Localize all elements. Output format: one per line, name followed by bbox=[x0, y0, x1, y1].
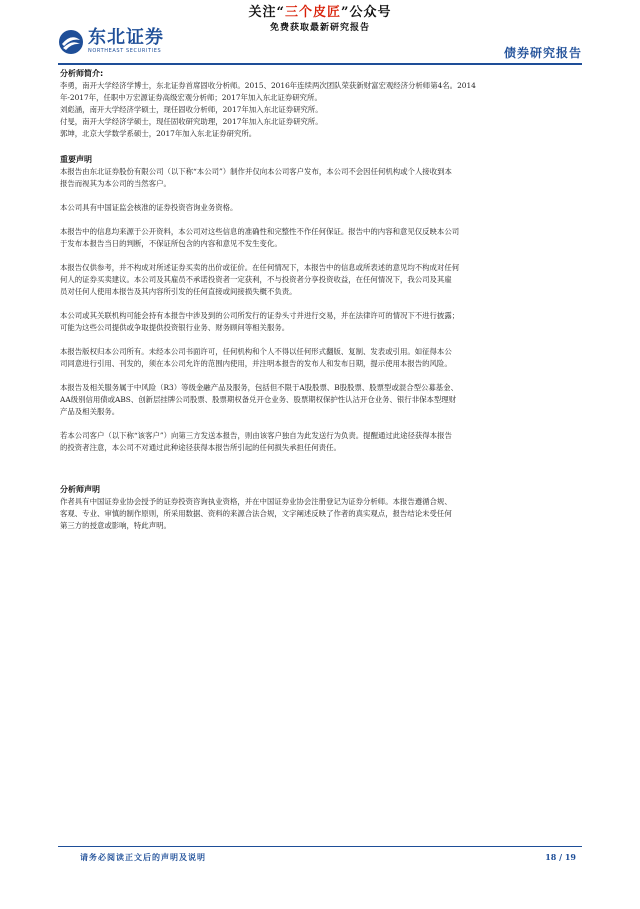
disclaimer-line: 报告而视其为本公司的当然客户。 bbox=[60, 179, 171, 188]
analyst-statement-line: 作者具有中国证券业协会授予的证券投资咨询执业资格，并在中国证券业协会注册登记为证券分析师。本报告遵循合规、 bbox=[60, 497, 452, 506]
analyst-intro-title: 分析师简介: bbox=[60, 69, 104, 78]
disclaimer-line: 本报告由东北证券股份有限公司（以下称“本公司”）制作并仅向本公司客户发布，本公司不会因任何机构或个人接收到本 bbox=[60, 167, 452, 176]
logo-name-en: NORTHEAST SECURITIES bbox=[88, 48, 162, 54]
disclaimer-paragraph bbox=[60, 382, 582, 418]
banner-suffix: ”公众号 bbox=[341, 5, 392, 20]
analyst-intro-body bbox=[60, 80, 582, 140]
disclaimer-line: AA级别信用债或ABS、创新层挂牌公司股票、股票期权备兑开仓业务、股票期权保护性认沽开仓业务、银行非保本型理财 bbox=[60, 395, 457, 404]
disclaimer-line: 产品及相关服务。 bbox=[60, 407, 120, 416]
report-type-label: 债券研究报告 bbox=[503, 46, 582, 60]
disclaimer-line: 于发布本报告当日的判断，不保证所包含的内容和意见不发生变化。 bbox=[60, 239, 282, 248]
analyst-statement-line: 客观、专业、审慎的制作原则，所采用数据、资料的来源合法合规，文字阐述反映了作者的真实观点，报告结论未受任何 bbox=[60, 509, 452, 518]
analyst-intro-line: 付旻，南开大学经济学硕士，现任固收研究助理，2017年加入东北证券研究所。 bbox=[60, 117, 323, 126]
disclaimer-line: 本报告及相关服务属于中风险（R3）等级金融产品及服务，包括但不限于A股股票、B股股票、股票型或混合型公募基金、 bbox=[60, 383, 458, 392]
disclaimer-title: 重要声明 bbox=[60, 155, 92, 164]
analyst-statement-body bbox=[60, 496, 582, 532]
banner-subline: 免费获取最新研究报告 bbox=[269, 23, 370, 33]
disclaimer-line: 的投资者注意，本公司不对通过此种途径获得本报告所引起的任何损失承担任何责任。 bbox=[60, 443, 341, 452]
disclaimer-paragraph bbox=[60, 262, 582, 298]
disclaimer-line: 本公司具有中国证监会核准的证券投资咨询业务资格。 bbox=[60, 203, 238, 212]
disclaimer-line: 何人的证券买卖建议。本公司及其雇员不承诺投资者一定获利，不与投资者分享投资收益，在任何情况下，我公司及其雇 bbox=[60, 275, 452, 284]
page-number: 18 / 19 bbox=[545, 852, 576, 862]
disclaimer-paragraph bbox=[60, 202, 582, 214]
company-logo bbox=[58, 28, 164, 55]
footer-divider bbox=[58, 846, 582, 847]
analyst-statement-line: 第三方的授意或影响，特此声明。 bbox=[60, 521, 171, 530]
disclaimer-line: 可能为这些公司提供或争取提供投资银行业务、财务顾问等相关服务。 bbox=[60, 323, 290, 332]
disclaimer-line: 本报告中的信息均来源于公开资料，本公司对这些信息的准确性和完整性不作任何保证。报告中的内容和意见仅反映本公司 bbox=[60, 227, 460, 236]
disclaimer-paragraph bbox=[60, 226, 582, 250]
analyst-intro-line: 李勇，南开大学经济学博士，东北证券首席固收分析师。2015、2016年连续两次团队荣获新财富宏观经济分析师第4名。2014 bbox=[60, 81, 476, 90]
analyst-intro-line: 刘彪涵，南开大学经济学硕士，现任固收分析师，2017年加入东北证券研究所。 bbox=[60, 105, 323, 114]
disclaimer-line: 本报告仅供参考，并不构成对所述证券买卖的出价或征价。在任何情况下，本报告中的信息或所表述的意见均不构成对任何 bbox=[60, 263, 460, 272]
disclaimer-line: 本报告版权归本公司所有。未经本公司书面许可，任何机构和个人不得以任何形式翻版、复制、发表或引用。如征得本公 bbox=[60, 347, 452, 356]
disclaimer-line: 本公司或其关联机构可能会持有本报告中涉及到的公司所发行的证券头寸并进行交易，并在法律许可的情况下不进行披露； bbox=[60, 311, 460, 320]
page-content bbox=[60, 68, 582, 532]
disclaimer-line: 若本公司客户（以下称“该客户”）向第三方发送本报告，则由该客户独自为此发送行为负责。提醒通过此途径获得本报告 bbox=[60, 431, 452, 440]
logo-text bbox=[88, 28, 164, 55]
banner-headline bbox=[0, 4, 640, 22]
header-divider bbox=[58, 63, 582, 65]
northeast-securities-logo-icon bbox=[58, 29, 84, 55]
analyst-statement-title: 分析师声明 bbox=[60, 485, 100, 494]
disclaimer-paragraph bbox=[60, 430, 582, 454]
logo-name-cn: 东北证券 bbox=[88, 27, 164, 48]
disclaimer-line: 司同意进行引用、刊发的，须在本公司允许的范围内使用，并注明本报告的发布人和发布日期，提示使用本报告的风险。 bbox=[60, 359, 452, 368]
analyst-intro-line: 年-2017年，任职中万宏源证券高级宏观分析师；2017年加入东北证券研究所。 bbox=[60, 93, 322, 102]
banner-prefix: 关注“ bbox=[248, 5, 285, 20]
disclaimer-paragraph bbox=[60, 310, 582, 334]
disclaimer-paragraph bbox=[60, 166, 582, 190]
disclaimer-paragraph bbox=[60, 346, 582, 370]
footer-notice: 请务必阅读正文后的声明及说明 bbox=[80, 852, 206, 862]
disclaimer-line: 员对任何人使用本报告及其内容所引发的任何直接或间接损失概不负责。 bbox=[60, 287, 297, 296]
analyst-intro-line: 郭坤，北京大学数学系硕士，2017年加入东北证券研究所。 bbox=[60, 129, 257, 138]
banner-highlight: 三个皮匠 bbox=[284, 5, 341, 20]
